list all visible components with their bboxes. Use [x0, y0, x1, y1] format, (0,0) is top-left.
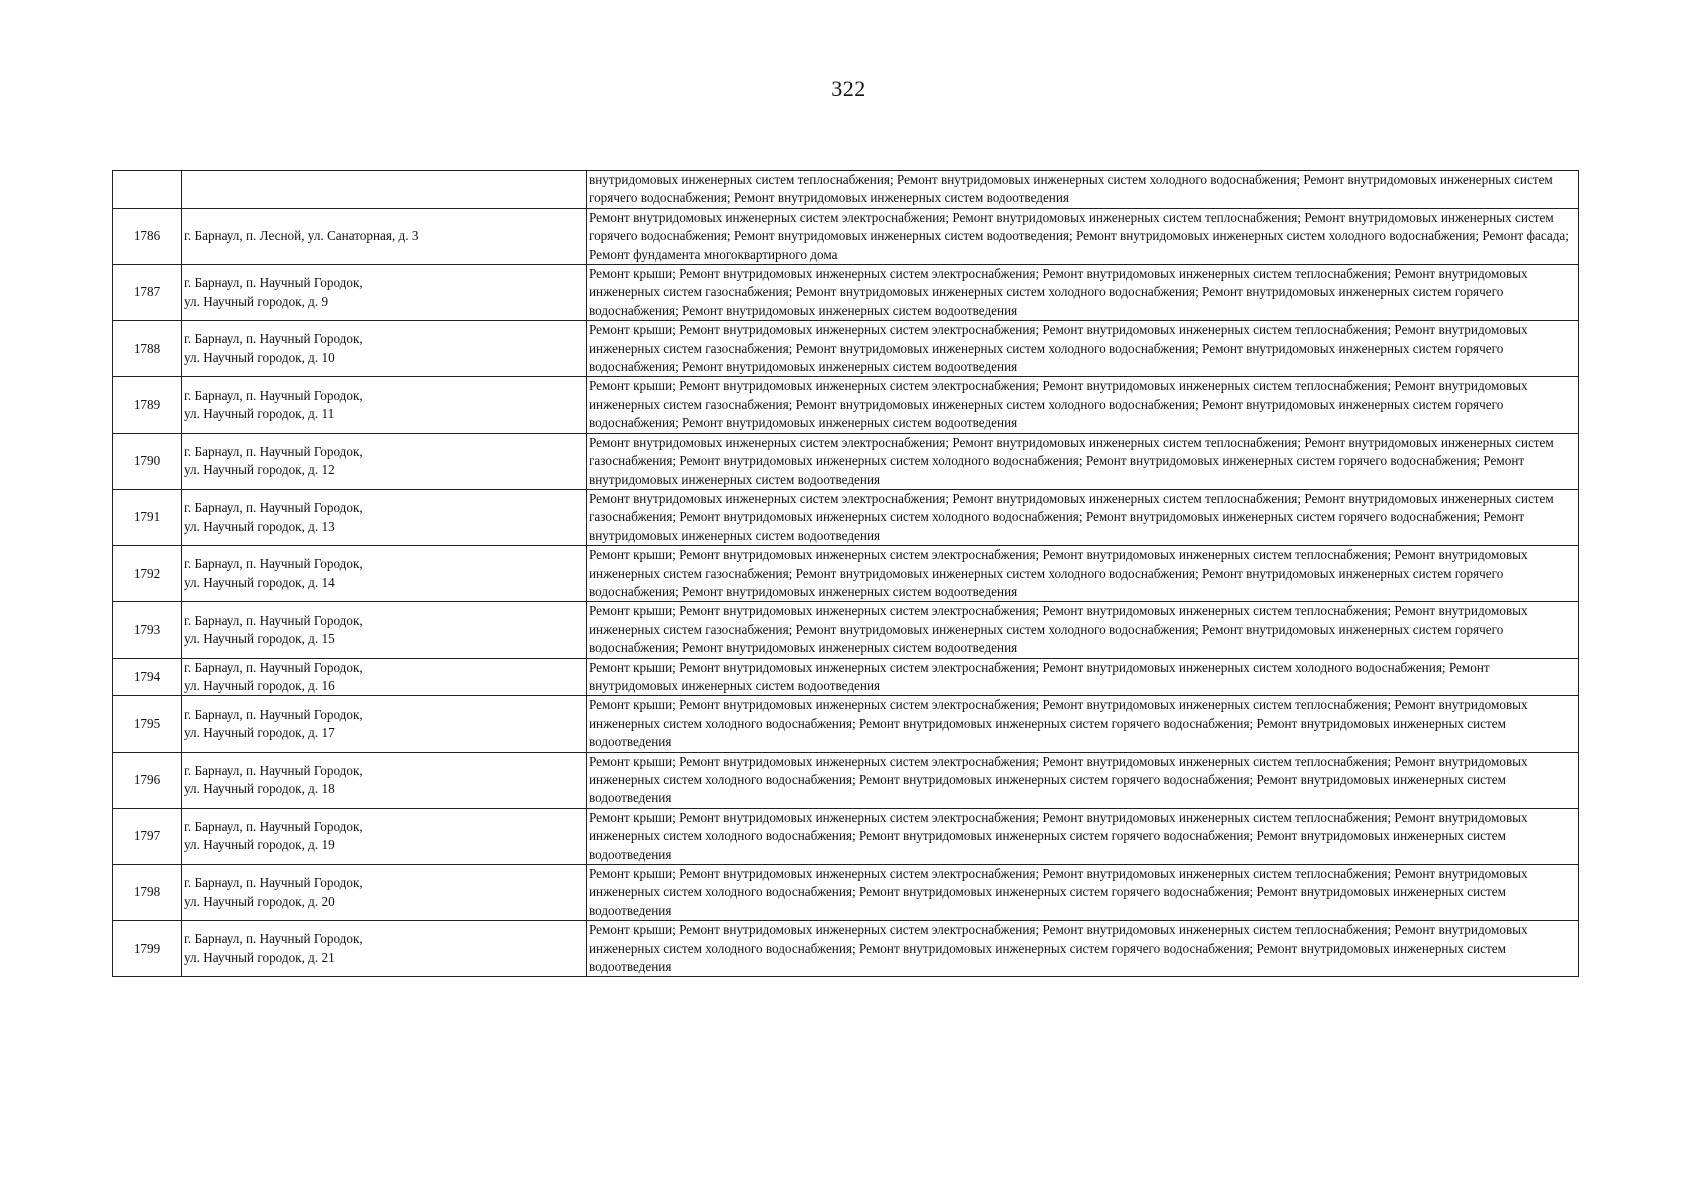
address-line: ул. Научный городок, д. 18 [184, 781, 335, 797]
address-line: г. Барнаул, п. Научный Городок, [184, 275, 363, 291]
works-cell: Ремонт крыши; Ремонт внутридомовых инженерных систем электроснабжения; Ремонт внутридомовых инженерных систем теплоснабжения; Ремонт внутридомовых инженерных систем газоснабжения; Ремонт внутридомовых инженерных систем холодного водоснабжения; Ремонт внутридомовых инженерных систем горячего водоснабжения; Ремонт внутридомовых инженерных систем водоотведения [587, 265, 1579, 321]
works-cell: Ремонт крыши; Ремонт внутридомовых инженерных систем электроснабжения; Ремонт внутридомовых инженерных систем теплоснабжения; Ремонт внутридомовых инженерных систем холодного водоснабжения; Ремонт внутридомовых инженерных систем горячего водоснабжения; Ремонт внутридомовых инженерных систем водоотведения [587, 752, 1579, 808]
row-number: 1788 [113, 321, 182, 377]
row-number: 1793 [113, 602, 182, 658]
table-row [113, 433, 1579, 489]
works-cell: Ремонт внутридомовых инженерных систем электроснабжения; Ремонт внутридомовых инженерных систем теплоснабжения; Ремонт внутридомовых инженерных систем газоснабжения; Ремонт внутридомовых инженерных систем холодного водоснабжения; Ремонт внутридомовых инженерных систем горячего водоснабжения; Ремонт внутридомовых инженерных систем водоотведения [587, 489, 1579, 545]
row-number: 1798 [113, 865, 182, 921]
works-cell: Ремонт внутридомовых инженерных систем электроснабжения; Ремонт внутридомовых инженерных систем теплоснабжения; Ремонт внутридомовых инженерных систем газоснабжения; Ремонт внутридомовых инженерных систем холодного водоснабжения; Ремонт внутридомовых инженерных систем горячего водоснабжения; Ремонт внутридомовых инженерных систем водоотведения [587, 433, 1579, 489]
address-line: ул. Научный городок, д. 15 [184, 630, 335, 646]
row-number: 1790 [113, 433, 182, 489]
row-number: 1799 [113, 921, 182, 977]
works-cell: Ремонт внутридомовых инженерных систем электроснабжения; Ремонт внутридомовых инженерных систем теплоснабжения; Ремонт внутридомовых инженерных систем горячего водоснабжения; Ремонт внутридомовых инженерных систем водоотведения; Ремонт внутридомовых инженерных систем холодного водоснабжения; Ремонт фасада; Ремонт фундамента многоквартирного дома [587, 208, 1579, 264]
table-row [113, 602, 1579, 658]
address-cell [182, 489, 587, 545]
address-cell [182, 658, 587, 696]
address-line: г. Барнаул, п. Научный Городок, [184, 331, 363, 347]
page-number: 322 [831, 76, 866, 101]
address-line: г. Барнаул, п. Научный Городок, [184, 443, 363, 459]
address-cell [182, 208, 587, 264]
table-row [113, 658, 1579, 696]
address-cell [182, 602, 587, 658]
works-cell: Ремонт крыши; Ремонт внутридомовых инженерных систем электроснабжения; Ремонт внутридомовых инженерных систем теплоснабжения; Ремонт внутридомовых инженерных систем холодного водоснабжения; Ремонт внутридомовых инженерных систем горячего водоснабжения; Ремонт внутридомовых инженерных систем водоотведения [587, 921, 1579, 977]
address-line: ул. Научный городок, д. 11 [184, 406, 335, 422]
works-cell: Ремонт крыши; Ремонт внутридомовых инженерных систем электроснабжения; Ремонт внутридомовых инженерных систем теплоснабжения; Ремонт внутридомовых инженерных систем газоснабжения; Ремонт внутридомовых инженерных систем холодного водоснабжения; Ремонт внутридомовых инженерных систем горячего водоснабжения; Ремонт внутридомовых инженерных систем водоотведения [587, 602, 1579, 658]
address-line: г. Барнаул, п. Лесной, ул. Санаторная, д. 3 [184, 228, 419, 244]
address-line: ул. Научный городок, д. 19 [184, 837, 335, 853]
table-row [113, 752, 1579, 808]
table-row [113, 265, 1579, 321]
address-line: ул. Научный городок, д. 13 [184, 518, 335, 534]
address-line: г. Барнаул, п. Научный Городок, [184, 556, 363, 572]
repair-registry-table [112, 170, 1579, 977]
address-cell [182, 433, 587, 489]
address-line: г. Барнаул, п. Научный Городок, [184, 875, 363, 891]
address-cell [182, 752, 587, 808]
table-row [113, 321, 1579, 377]
row-number: 1795 [113, 696, 182, 752]
address-line: ул. Научный городок, д. 17 [184, 724, 335, 740]
table-row [113, 377, 1579, 433]
row-number [113, 171, 182, 209]
works-cell: Ремонт крыши; Ремонт внутридомовых инженерных систем электроснабжения; Ремонт внутридомовых инженерных систем теплоснабжения; Ремонт внутридомовых инженерных систем газоснабжения; Ремонт внутридомовых инженерных систем холодного водоснабжения; Ремонт внутридомовых инженерных систем горячего водоснабжения; Ремонт внутридомовых инженерных систем водоотведения [587, 546, 1579, 602]
row-number: 1787 [113, 265, 182, 321]
works-cell: Ремонт крыши; Ремонт внутридомовых инженерных систем электроснабжения; Ремонт внутридомовых инженерных систем теплоснабжения; Ремонт внутридомовых инженерных систем холодного водоснабжения; Ремонт внутридомовых инженерных систем горячего водоснабжения; Ремонт внутридомовых инженерных систем водоотведения [587, 808, 1579, 864]
works-cell: Ремонт крыши; Ремонт внутридомовых инженерных систем электроснабжения; Ремонт внутридомовых инженерных систем теплоснабжения; Ремонт внутридомовых инженерных систем газоснабжения; Ремонт внутридомовых инженерных систем холодного водоснабжения; Ремонт внутридомовых инженерных систем горячего водоснабжения; Ремонт внутридомовых инженерных систем водоотведения [587, 377, 1579, 433]
address-line: г. Барнаул, п. Научный Городок, [184, 612, 363, 628]
row-number: 1792 [113, 546, 182, 602]
row-number: 1791 [113, 489, 182, 545]
row-number: 1786 [113, 208, 182, 264]
row-number: 1796 [113, 752, 182, 808]
address-line: г. Барнаул, п. Научный Городок, [184, 819, 363, 835]
address-line: г. Барнаул, п. Научный Городок, [184, 931, 363, 947]
works-cell: Ремонт крыши; Ремонт внутридомовых инженерных систем электроснабжения; Ремонт внутридомовых инженерных систем теплоснабжения; Ремонт внутридомовых инженерных систем холодного водоснабжения; Ремонт внутридомовых инженерных систем горячего водоснабжения; Ремонт внутридомовых инженерных систем водоотведения [587, 696, 1579, 752]
address-line: ул. Научный городок, д. 16 [184, 677, 335, 693]
address-line: ул. Научный городок, д. 12 [184, 462, 335, 478]
works-cell: Ремонт крыши; Ремонт внутридомовых инженерных систем электроснабжения; Ремонт внутридомовых инженерных систем холодного водоснабжения; Ремонт внутридомовых инженерных систем водоотведения [587, 658, 1579, 696]
works-cell: Ремонт крыши; Ремонт внутридомовых инженерных систем электроснабжения; Ремонт внутридомовых инженерных систем теплоснабжения; Ремонт внутридомовых инженерных систем холодного водоснабжения; Ремонт внутридомовых инженерных систем горячего водоснабжения; Ремонт внутридомовых инженерных систем водоотведения [587, 865, 1579, 921]
address-cell [182, 171, 587, 209]
works-cell: внутридомовых инженерных систем теплоснабжения; Ремонт внутридомовых инженерных систем холодного водоснабжения; Ремонт внутридомовых инженерных систем горячего водоснабжения; Ремонт внутридомовых инженерных систем водоотведения [587, 171, 1579, 209]
row-number: 1794 [113, 658, 182, 696]
address-line: г. Барнаул, п. Научный Городок, [184, 762, 363, 778]
table-row [113, 808, 1579, 864]
address-line: ул. Научный городок, д. 9 [184, 293, 329, 309]
address-line: ул. Научный городок, д. 14 [184, 574, 335, 590]
address-cell [182, 696, 587, 752]
row-number: 1789 [113, 377, 182, 433]
address-line: ул. Научный городок, д. 21 [184, 949, 335, 965]
address-cell [182, 546, 587, 602]
address-cell [182, 321, 587, 377]
row-number: 1797 [113, 808, 182, 864]
table-row [113, 546, 1579, 602]
address-cell [182, 921, 587, 977]
address-cell [182, 865, 587, 921]
address-line: г. Барнаул, п. Научный Городок, [184, 706, 363, 722]
address-cell [182, 265, 587, 321]
address-cell [182, 808, 587, 864]
table-row [113, 171, 1579, 209]
table-row [113, 696, 1579, 752]
address-line: г. Барнаул, п. Научный Городок, [184, 387, 363, 403]
address-line: ул. Научный городок, д. 20 [184, 893, 335, 909]
address-line: г. Барнаул, п. Научный Городок, [184, 500, 363, 516]
table-row [113, 865, 1579, 921]
address-line: ул. Научный городок, д. 10 [184, 349, 335, 365]
address-line: г. Барнаул, п. Научный Городок, [184, 659, 363, 675]
works-cell: Ремонт крыши; Ремонт внутридомовых инженерных систем электроснабжения; Ремонт внутридомовых инженерных систем теплоснабжения; Ремонт внутридомовых инженерных систем газоснабжения; Ремонт внутридомовых инженерных систем холодного водоснабжения; Ремонт внутридомовых инженерных систем горячего водоснабжения; Ремонт внутридомовых инженерных систем водоотведения [587, 321, 1579, 377]
table-row [113, 921, 1579, 977]
table-row [113, 208, 1579, 264]
address-cell [182, 377, 587, 433]
registry-body [113, 171, 1579, 977]
table-row [113, 489, 1579, 545]
